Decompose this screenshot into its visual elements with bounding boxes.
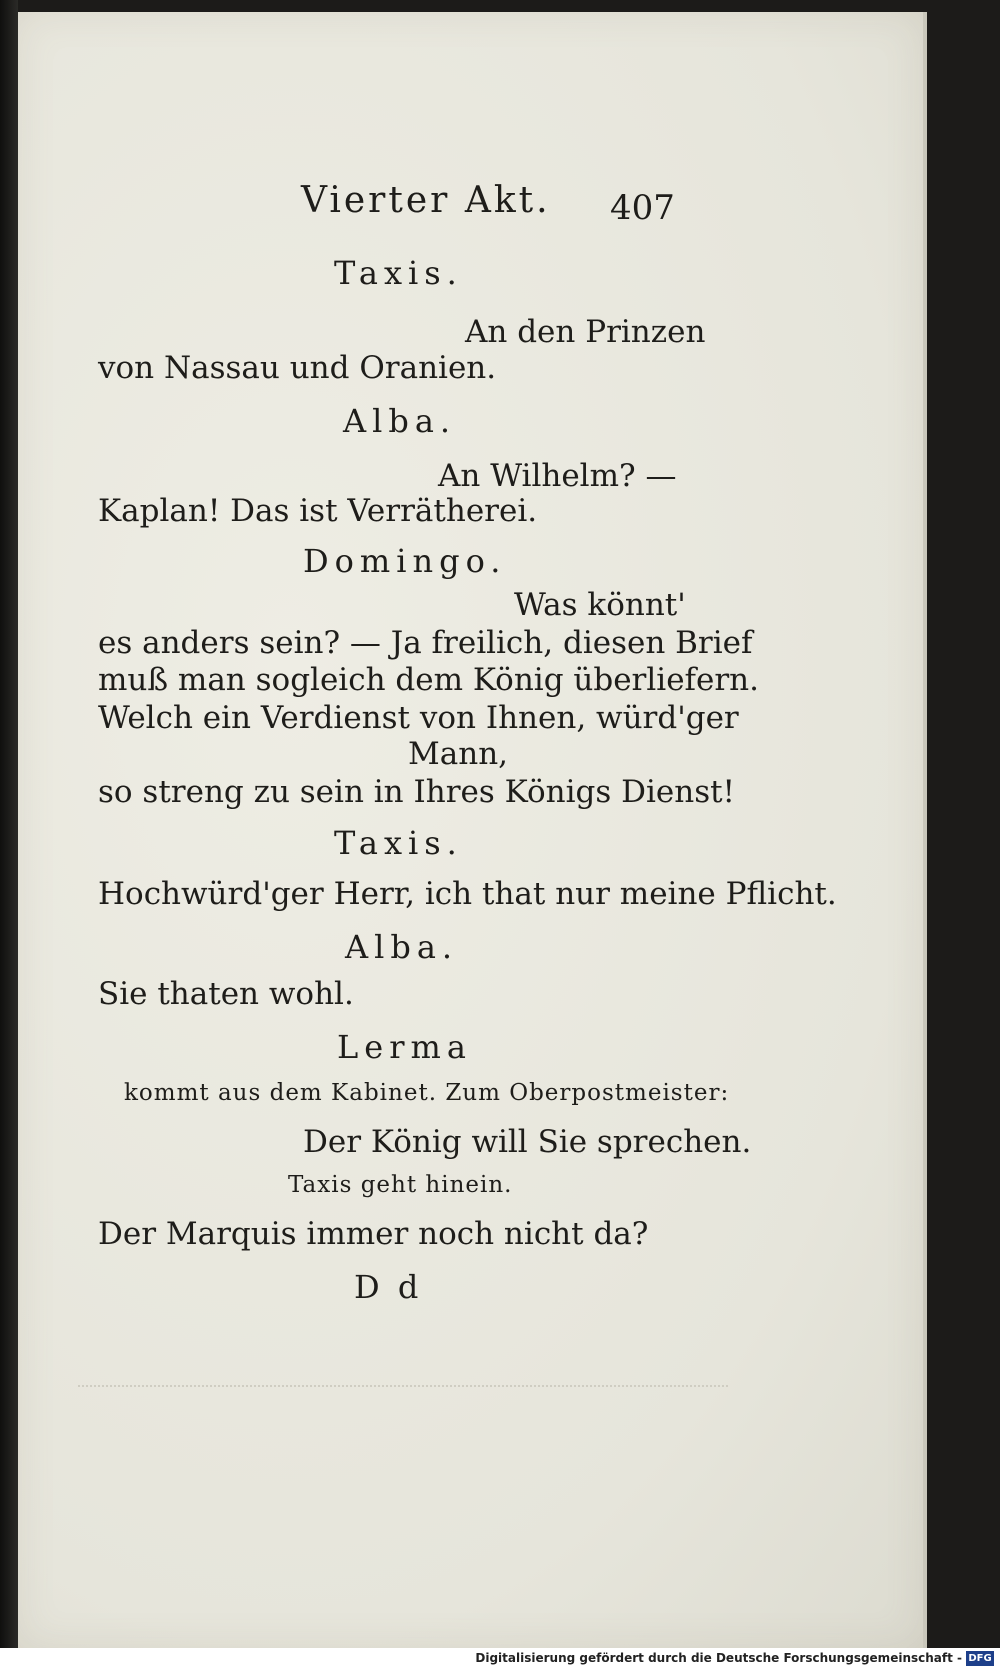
verse-line: Der König will Sie sprechen. (303, 1124, 752, 1160)
running-header: Vierter Akt. (301, 180, 551, 221)
speaker-domingo: Domingo. (303, 542, 507, 580)
verse-line: An Wilhelm? — (438, 458, 677, 494)
verse-line: von Nassau und Oranien. (98, 350, 497, 386)
verse-line: Welch ein Verdienst von Ihnen, würd'ger (98, 700, 739, 736)
page-edge-dots (78, 1385, 728, 1387)
digitization-footer (0, 1648, 1000, 1670)
stage-direction: Taxis geht hinein. (288, 1172, 513, 1198)
speaker-alba: Alba. (345, 928, 459, 966)
speaker-alba: Alba. (343, 402, 457, 440)
book-binding-edge (0, 0, 18, 1648)
stage-direction: kommt aus dem Kabinet. Zum Oberpostmeister: (124, 1080, 730, 1106)
verse-line: muß man sogleich dem König überliefern. (98, 662, 760, 698)
verse-line: An den Prinzen (465, 314, 706, 350)
verse-line: es anders sein? — Ja freilich, diesen Brief (98, 625, 753, 661)
verse-line: Der Marquis immer noch nicht da? (98, 1216, 649, 1252)
speaker-lerma: Lerma (337, 1028, 472, 1066)
page-number: 407 (610, 188, 675, 228)
verse-line: Sie thaten wohl. (98, 976, 354, 1012)
verse-line: so streng zu sein in Ihres Königs Dienst! (98, 774, 736, 810)
verse-line: Was könnt' (514, 587, 686, 623)
book-page (18, 12, 927, 1648)
footer-credit: Digitalisierung gefördert durch die Deutsche Forschungsgemeinschaft - (475, 1651, 962, 1665)
verse-line: Kaplan! Das ist Verrätherei. (98, 493, 538, 529)
verse-line: Mann, (408, 736, 509, 772)
speaker-taxis: Taxis. (334, 254, 463, 292)
dfg-logo: DFG (966, 1651, 994, 1666)
verse-line: Hochwürd'ger Herr, ich that nur meine Pflicht. (98, 876, 837, 912)
signature-mark: D d (354, 1268, 423, 1306)
speaker-taxis: Taxis. (334, 824, 463, 862)
